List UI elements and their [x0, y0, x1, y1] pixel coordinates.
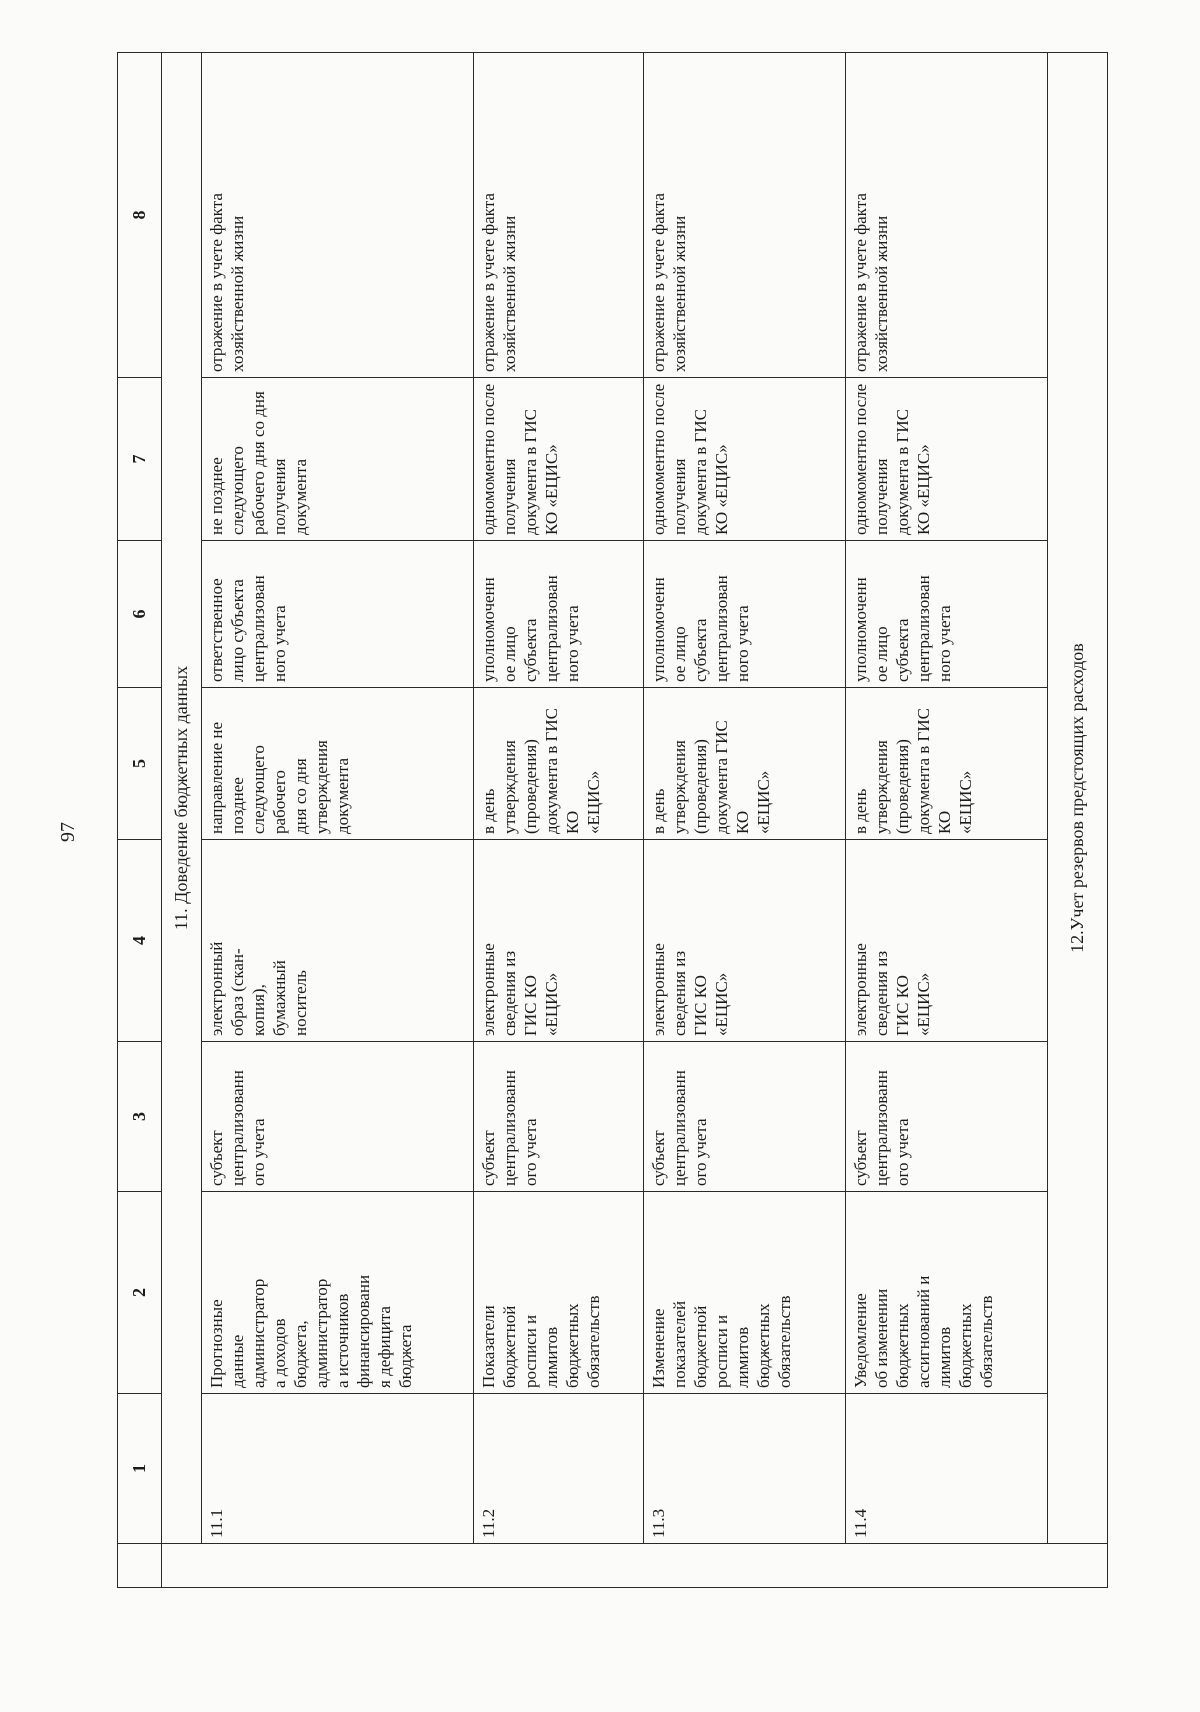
row-number: 11.3	[644, 1394, 846, 1544]
rotated-table-container	[117, 53, 1107, 1588]
who-receives: уполномоченн ое лицо субъекта централизован ного учета	[474, 541, 644, 688]
section-header-row	[1048, 53, 1108, 1588]
table-row	[846, 53, 1048, 1588]
purpose: отражение в учете факта хозяйственной жизни	[202, 53, 474, 378]
table-row	[644, 53, 846, 1588]
purpose: отражение в учете факта хозяйственной жизни	[474, 53, 644, 378]
column-number: 8	[118, 53, 162, 378]
column-number: 5	[118, 688, 162, 840]
receive-deadline: одномоментно после получения документа в ГИС КО «ЕЦИС»	[846, 378, 1048, 541]
receive-deadline: одномоментно после получения документа в ГИС КО «ЕЦИС»	[644, 378, 846, 541]
table-row	[202, 53, 474, 1588]
document-format: электронные сведения из ГИС КО «ЕЦИС»	[846, 840, 1048, 1042]
section-title: 12.Учет резервов предстоящих расходов	[1048, 53, 1108, 1544]
who-forms: субъект централизованн ого учета	[846, 1042, 1048, 1192]
side-cell	[162, 1544, 1108, 1588]
document-name: Прогнозные данные администратор а доходов бюджета, администратор а источников финансировани я дефицита бюджета	[202, 1192, 474, 1394]
row-number: 11.4	[846, 1394, 1048, 1544]
column-number: 1	[118, 1394, 162, 1544]
side-cell	[118, 1544, 162, 1588]
row-number: 11.2	[474, 1394, 644, 1544]
purpose: отражение в учете факта хозяйственной жизни	[846, 53, 1048, 378]
purpose: отражение в учете факта хозяйственной жизни	[644, 53, 846, 378]
who-forms: субъект централизованн ого учета	[474, 1042, 644, 1192]
column-number: 3	[118, 1042, 162, 1192]
page-number: 97	[57, 822, 79, 842]
document-name: Изменение показателей бюджетной росписи и лимитов бюджетных обязательств	[644, 1192, 846, 1394]
who-forms: субъект централизованн ого учета	[202, 1042, 474, 1192]
column-number: 7	[118, 378, 162, 541]
form-deadline: направление не позднее следующего рабочего дня со дня утверждения документа	[202, 688, 474, 840]
who-receives: уполномоченн ое лицо субъекта централизован ного учета	[644, 541, 846, 688]
form-deadline: в день утверждения (проведения) документа в ГИС КО «ЕЦИС»	[474, 688, 644, 840]
document-format: электронные сведения из ГИС КО «ЕЦИС»	[474, 840, 644, 1042]
form-deadline: в день утверждения (проведения) документа ГИС КО «ЕЦИС»	[644, 688, 846, 840]
section-title: 11. Доведение бюджетных данных	[162, 53, 202, 1544]
who-receives: ответственное лицо субъекта централизован ного учета	[202, 541, 474, 688]
who-receives: уполномоченн ое лицо субъекта централизован ного учета	[846, 541, 1048, 688]
receive-deadline: одномоментно после получения документа в ГИС КО «ЕЦИС»	[474, 378, 644, 541]
form-deadline: в день утверждения (проведения) документа в ГИС КО «ЕЦИС»	[846, 688, 1048, 840]
column-number: 2	[118, 1192, 162, 1394]
row-number: 11.1	[202, 1394, 474, 1544]
column-number: 6	[118, 541, 162, 688]
document-table	[117, 52, 1108, 1588]
receive-deadline: не позднее следующего рабочего дня со дня получения документа	[202, 378, 474, 541]
column-number: 4	[118, 840, 162, 1042]
document-format: электронный образ (скан- копия), бумажный носитель	[202, 840, 474, 1042]
document-format: электронные сведения из ГИС КО «ЕЦИС»	[644, 840, 846, 1042]
table-row	[474, 53, 644, 1588]
document-name: Уведомление об изменении бюджетных ассигнований и лимитов бюджетных обязательств	[846, 1192, 1048, 1394]
section-header-row	[162, 53, 202, 1588]
document-name: Показатели бюджетной росписи и лимитов бюджетных обязательств	[474, 1192, 644, 1394]
who-forms: субъект централизованн ого учета	[644, 1042, 846, 1192]
column-number-row	[118, 53, 162, 1588]
